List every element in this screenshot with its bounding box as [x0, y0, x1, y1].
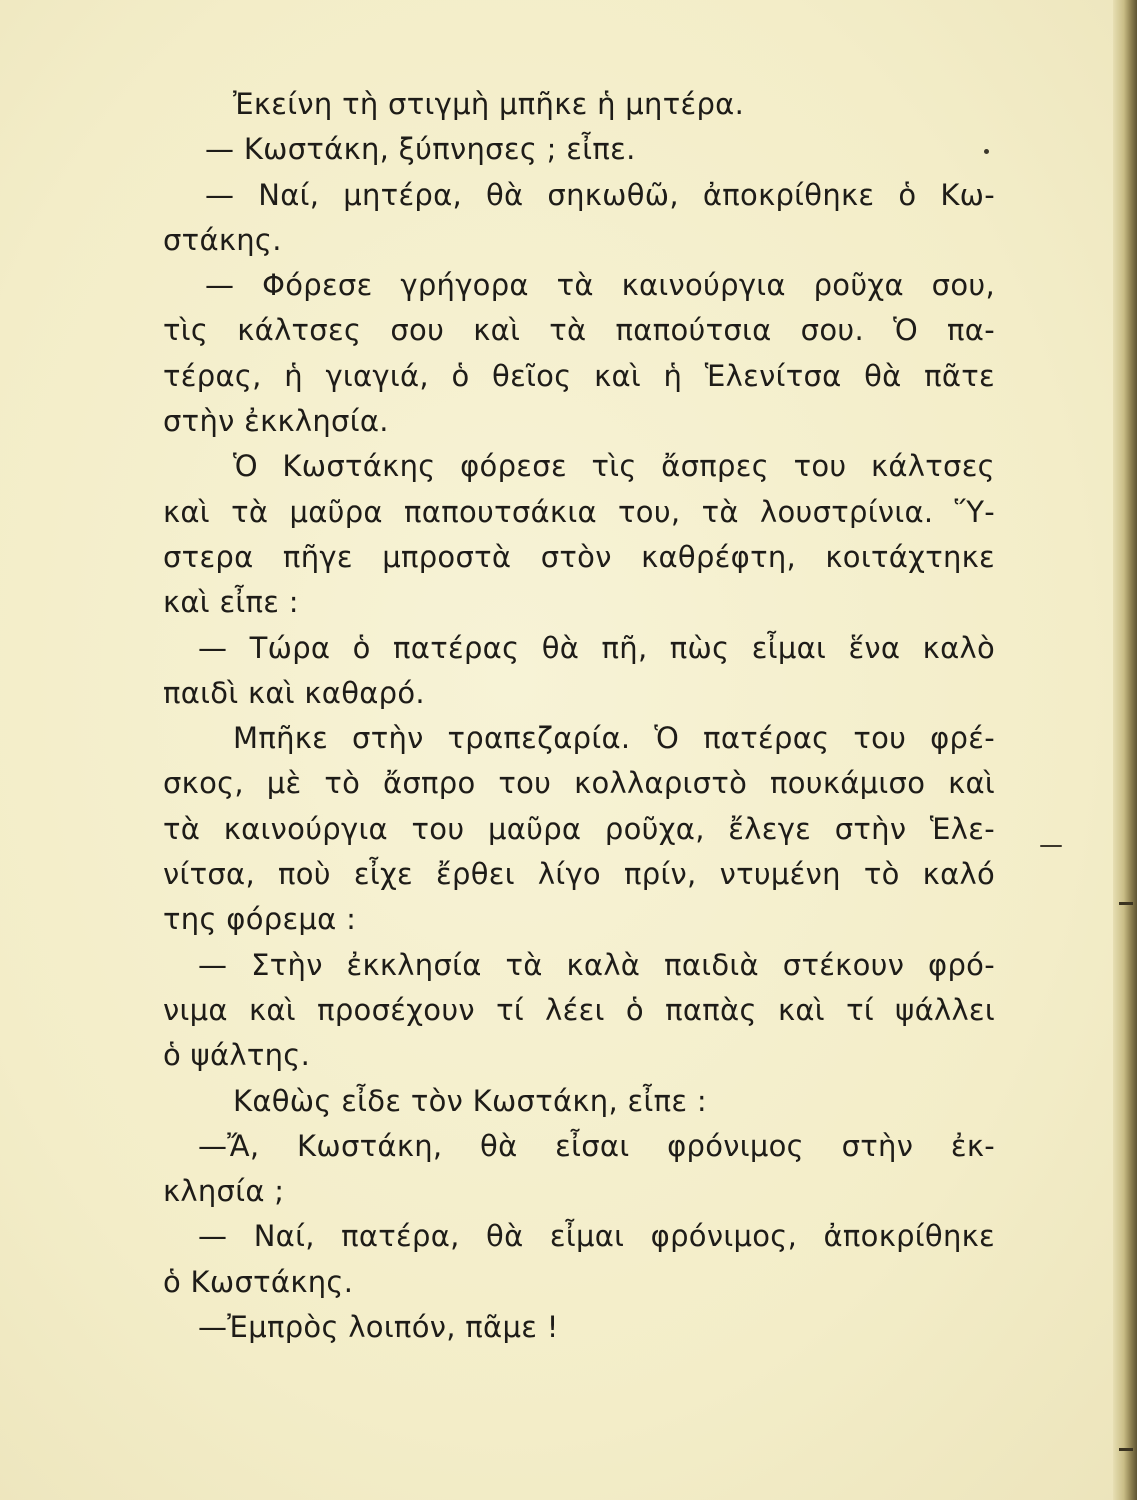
text-line: στερα πῆγε μπροστὰ στὸν καθρέφτη, κοιτάχτηκε	[163, 539, 995, 574]
text-line: ὁ Κωστάκης.	[163, 1264, 354, 1299]
spine-mark	[1119, 1448, 1133, 1451]
text-line: σκος, μὲ τὸ ἄσπρο του κολλαριστὸ πουκάμισο καὶ	[163, 766, 995, 801]
text-line: τέρας, ἡ γιαγιά, ὁ θεῖος καὶ ἡ Ἑλενίτσα θὰ πᾶτε	[163, 358, 995, 393]
ink-speck	[1040, 845, 1062, 847]
text-line: της φόρεμα :	[163, 902, 357, 937]
text-line: Μπῆκε στὴν τραπεζαρία. Ὁ πατέρας του φρέ-	[233, 721, 995, 756]
text-line: Καθὼς εἶδε τὸν Κωστάκη, εἶπε :	[233, 1083, 707, 1118]
text-line: παιδὶ καὶ καθαρό.	[163, 675, 425, 710]
text-line: — Φόρεσε γρήγορα τὰ καινούργια ροῦχα σου,	[205, 268, 995, 303]
spine-mark	[1119, 902, 1133, 905]
text-line: καὶ εἶπε :	[163, 585, 299, 620]
text-line: — Τώρα ὁ πατέρας θὰ πῆ, πὼς εἶμαι ἕνα καλὸ	[198, 630, 995, 665]
text-line: νίτσα, ποὺ εἶχε ἔρθει λίγο πρίν, ντυμένη τὸ καλό	[163, 857, 995, 892]
text-line: — Κωστάκη, ξύπνησες ; εἶπε.	[205, 132, 636, 167]
text-line: ὁ ψάλτης.	[163, 1038, 311, 1073]
text-line: —Ἐμπρὸς λοιπόν, πᾶμε !	[198, 1310, 559, 1345]
body-text	[163, 82, 995, 1350]
text-line: —Ἄ, Κωστάκη, θὰ εἶσαι φρόνιμος στὴν ἐκ-	[198, 1128, 995, 1163]
text-line: στάκης.	[163, 222, 282, 257]
text-line: καὶ τὰ μαῦρα παπουτσάκια του, τὰ λουστρίνια. Ὕ-	[163, 494, 995, 529]
text-line: Ἐκείνη τὴ στιγμὴ μπῆκε ἡ μητέρα.	[233, 87, 745, 121]
text-line: — Στὴν ἐκκλησία τὰ καλὰ παιδιὰ στέκουν φρό-	[198, 947, 995, 982]
text-line: νιμα καὶ προσέχουν τί λέει ὁ παπὰς καὶ τί ψάλλει	[163, 992, 995, 1027]
text-line: Ὁ Κωστάκης φόρεσε τὶς ἄσπρες του κάλτσες	[233, 449, 995, 484]
text-line: — Ναί, πατέρα, θὰ εἶμαι φρόνιμος, ἀποκρίθηκε	[198, 1219, 995, 1254]
book-spine	[1113, 0, 1137, 1500]
text-line: τὰ καινούργια του μαῦρα ροῦχα, ἔλεγε στὴν Ἑλε-	[163, 811, 995, 846]
text-line: τὶς κάλτσες σου καὶ τὰ παπούτσια σου. Ὁ πα-	[163, 313, 995, 348]
text-line: κλησία ;	[163, 1174, 285, 1209]
text-line: στὴν ἐκκλησία.	[163, 404, 389, 439]
text-line: — Ναί, μητέρα, θὰ σηκωθῶ, ἀποκρίθηκε ὁ Κω-	[205, 177, 995, 212]
